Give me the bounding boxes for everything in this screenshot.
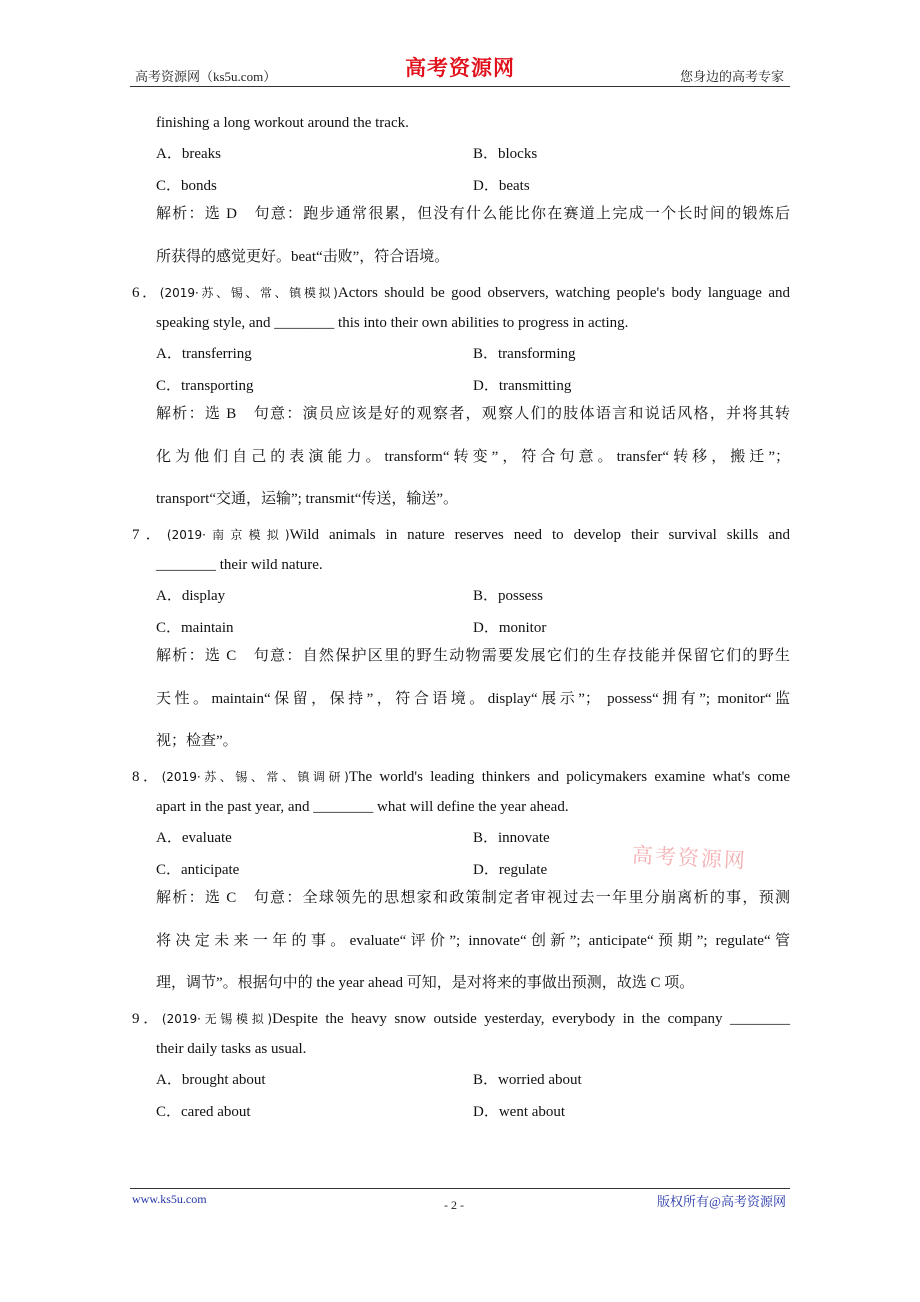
- q8-source: (2019·苏、锡、常、镇调研): [161, 770, 349, 784]
- q8-stem-line-2: apart in the past year, and ________ what will define the year ahead.: [156, 799, 569, 815]
- q7-source: (2019·南京模拟): [166, 528, 290, 542]
- q5-option-c: C．bonds: [156, 178, 217, 194]
- q8-explanation-line-3: 理，调节”。根据句中的 the year ahead 可知，是对将来的事做出预测，故选 C 项。: [156, 975, 695, 991]
- page-number: - 2 -: [444, 1198, 464, 1212]
- q9-source: (2019·无锡模拟): [161, 1012, 273, 1026]
- q7-number: 7．: [132, 527, 167, 543]
- q8-option-d: D．regulate: [473, 862, 548, 878]
- footer-copyright: 版权所有@高考资源网: [657, 1194, 786, 1209]
- q6-explanation-line-2: 化为他们自己的表演能力。transform“转变”，符合句意。transfer“转移，搬迁”；: [156, 449, 790, 465]
- q7-option-d: D．monitor: [473, 620, 547, 636]
- q9-number: 9．: [132, 1011, 162, 1027]
- q7-option-c: C．maintain: [156, 620, 234, 636]
- header-slogan: 您身边的高考专家: [679, 69, 784, 84]
- q5-explanation-line-2: 所获得的感觉更好。beat“击败”，符合语境。: [156, 249, 450, 265]
- q6-option-d: D．transmitting: [473, 378, 572, 394]
- page-content: [132, 108, 791, 1128]
- q8-explanation-line-1: 解析：选 C 句意：全球领先的思想家和政策制定者审视过去一年里分崩离析的事，预测: [156, 890, 790, 906]
- q6-stem-line-2: speaking style, and ________ this into their own abilities to progress in acting.: [156, 315, 629, 331]
- q7-explanation-line-2: 天性。maintain“保留，保持”，符合语境。display“展示”； possess“拥有”; monitor“监: [156, 691, 790, 707]
- q5-stem-continuation: finishing a long workout around the track.: [156, 115, 409, 131]
- footer-site-link[interactable]: www.ks5u.com: [132, 1192, 207, 1206]
- q5-option-b: B．blocks: [473, 146, 538, 162]
- q7-stem-line-2: ________ their wild nature.: [156, 557, 323, 573]
- q6-option-a: A．transferring: [156, 346, 252, 362]
- q6-stem-text: Actors should be good observers, watching people's body language and: [337, 285, 791, 301]
- q9-stem-text: Despite the heavy snow outside yesterday, everybody in the company ________: [272, 1011, 790, 1027]
- q5-explanation-line-1: 解析：选 D 句意：跑步通常很累，但没有什么能比你在赛道上完成一个长时间的锻炼后: [156, 206, 790, 222]
- q6-option-b: B．transforming: [473, 346, 576, 362]
- q9-option-c: C．cared about: [156, 1104, 251, 1120]
- q5-option-d: D．beats: [473, 178, 530, 194]
- q5-option-a: A．breaks: [156, 146, 221, 162]
- header-logo: 高考资源网: [405, 56, 515, 80]
- q6-options-row-1: [156, 338, 790, 370]
- q8-option-c: C．anticipate: [156, 862, 240, 878]
- q8-option-b: B．innovate: [473, 830, 550, 846]
- q8-number: 8．: [132, 769, 162, 785]
- q9-stem-line-1: [132, 1004, 790, 1034]
- q9-option-d: D．went about: [473, 1104, 566, 1120]
- q7-option-b: B．possess: [473, 588, 544, 604]
- q7-stem-line-1: [132, 520, 790, 550]
- footer-divider: [130, 1188, 790, 1189]
- q7-explanation-line-3: 视；检查”。: [156, 733, 238, 749]
- q9-option-b: B．worried about: [473, 1072, 582, 1088]
- q7-options-row-1: [156, 580, 790, 612]
- header-divider: [130, 86, 790, 87]
- q6-number: 6．: [132, 285, 160, 301]
- q6-stem-line-1: [132, 278, 791, 308]
- q9-options-row-1: [156, 1064, 790, 1096]
- q7-stem-text: Wild animals in nature reserves need to develop their survival skills and: [289, 527, 790, 543]
- q9-options-row-2: [156, 1096, 790, 1128]
- q9-option-a: A．brought about: [156, 1072, 266, 1088]
- q8-option-a: A．evaluate: [156, 830, 232, 846]
- q6-explanation-line-1: 解析：选 B 句意：演员应该是好的观察者，观察人们的肢体语言和说话风格，并将其转: [156, 406, 790, 422]
- q7-option-a: A．display: [156, 588, 226, 604]
- q5-options-row-2: [156, 170, 790, 202]
- q8-stem-line-1: [132, 762, 790, 792]
- q8-explanation-line-2: 将决定未来一年的事。evaluate“评价”; innovate“创新”; anticipate“预期”; regulate“管: [156, 933, 790, 949]
- q6-option-c: C．transporting: [156, 378, 254, 394]
- q5-options-row-1: [156, 138, 790, 170]
- q8-stem-text: The world's leading thinkers and policymakers examine what's come: [348, 769, 790, 785]
- q6-source: (2019·苏、锡、常、镇模拟): [159, 286, 338, 300]
- header-site-name: 高考资源网（ks5u.com）: [135, 69, 277, 84]
- watermark: 高考资源网: [631, 843, 748, 873]
- q7-explanation-line-1: 解析：选 C 句意：自然保护区里的野生动物需要发展它们的生存技能并保留它们的野生: [156, 648, 790, 664]
- q9-stem-line-2: their daily tasks as usual.: [156, 1041, 307, 1057]
- q6-options-row-2: [156, 370, 790, 402]
- q6-explanation-line-3: transport“交通，运输”; transmit“传送，输送”。: [156, 491, 459, 507]
- q7-options-row-2: [156, 612, 790, 644]
